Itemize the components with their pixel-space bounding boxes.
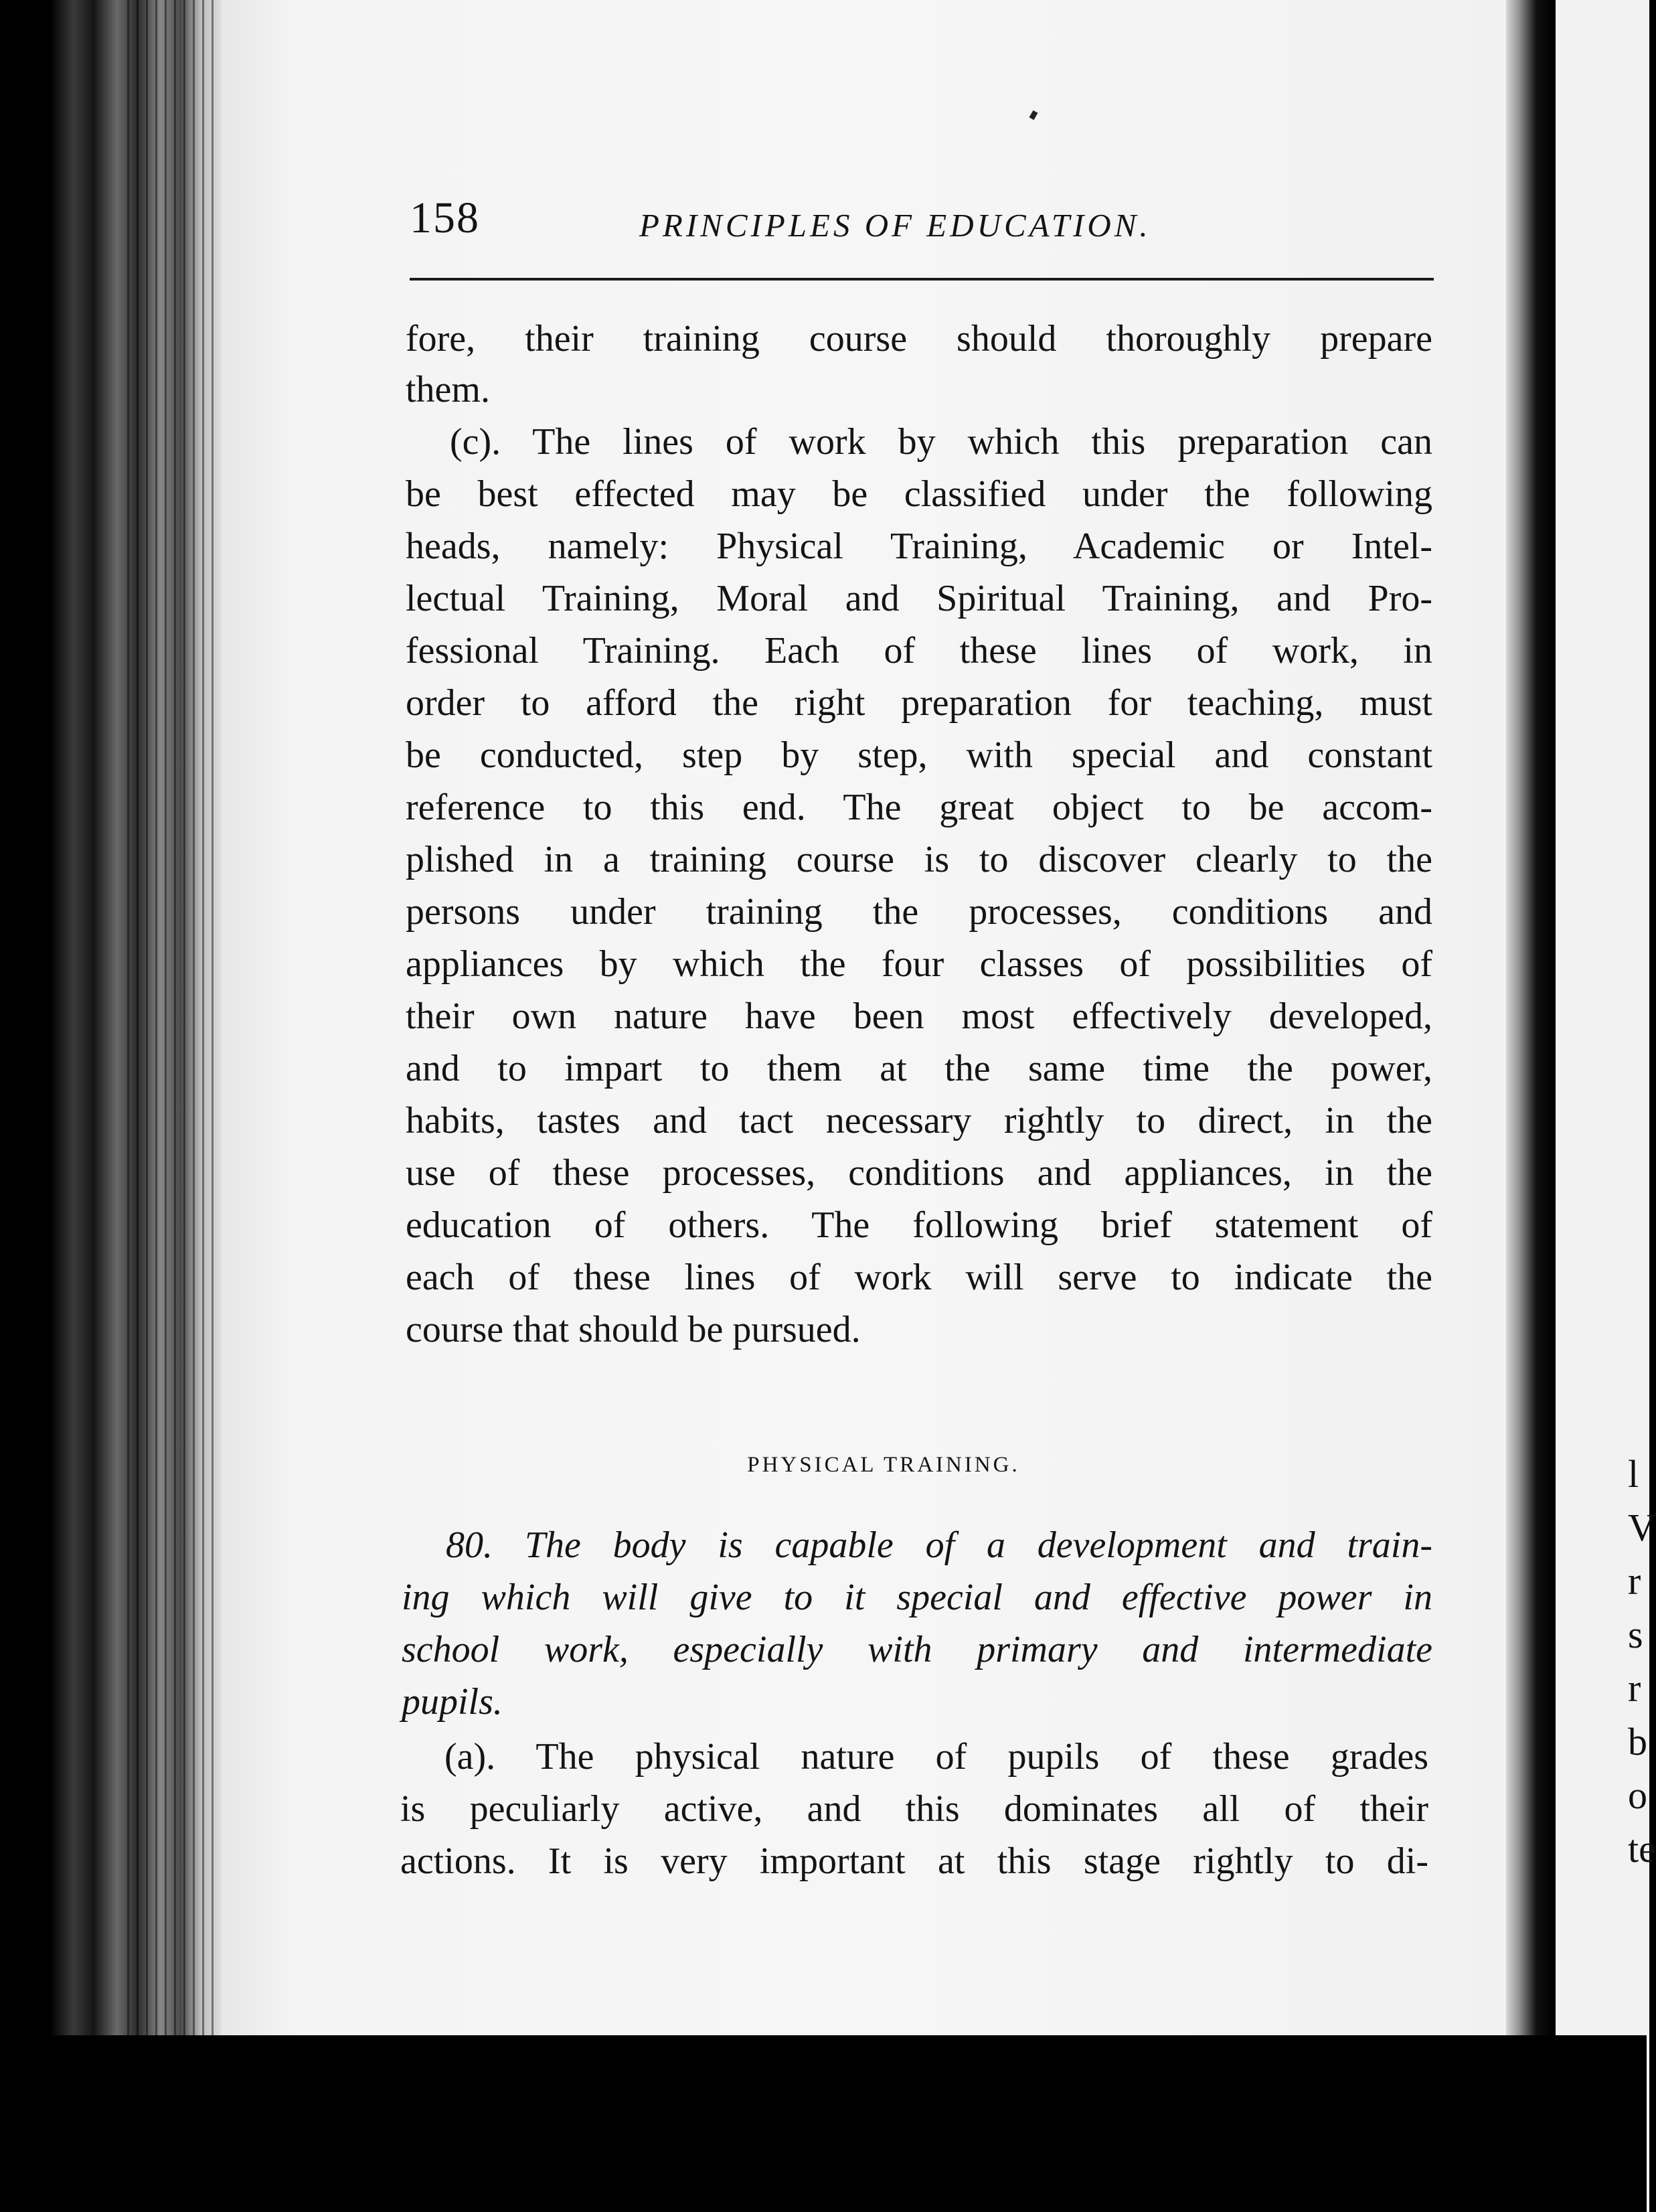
text-line: habits, tastes and tact necessary rightly to direct, in the [406, 1100, 1432, 1141]
text-line: school work, especially with primary and intermediate [402, 1629, 1432, 1670]
text-line: (a). The physical nature of pupils of these grades [444, 1736, 1428, 1778]
text-line: heads, namely: Physical Training, Academic or Intel- [406, 526, 1432, 567]
running-head: PRINCIPLES OF EDUCATION. [639, 207, 1151, 244]
text-line: pupils. [402, 1681, 503, 1723]
text-line: plished in a training course is to discover clearly to the [406, 839, 1432, 880]
text-line: education of others. The following brief statement of [406, 1204, 1432, 1246]
scan-border-bottom [0, 2035, 1647, 2212]
text-line: their own nature have been most effectively developed, [406, 996, 1432, 1037]
text-line: be best effected may be classified under the following [406, 473, 1432, 515]
next-page-letter: te [1628, 1827, 1656, 1871]
text-line: appliances by which the four classes of possibilities of [406, 943, 1432, 985]
text-line: ing which will give to it special and effective power in [402, 1577, 1432, 1618]
section-heading: PHYSICAL TRAINING. [747, 1453, 1020, 1477]
page-gutter [1506, 0, 1553, 2212]
text-line: each of these lines of work will serve to indicate the [406, 1257, 1432, 1298]
next-page-letter: b [1628, 1720, 1647, 1763]
text-line: be conducted, step by step, with special and constant [406, 734, 1432, 776]
text-line: lectual Training, Moral and Spiritual Training, and Pro- [406, 578, 1432, 619]
text-line: (c). The lines of work by which this preparation can [450, 421, 1432, 463]
text-line: fessional Training. Each of these lines of work, in [406, 630, 1432, 672]
text-line: fore, their training course should thoroughly prepare [406, 318, 1432, 360]
next-page-letter: r [1628, 1666, 1641, 1710]
next-page-letter: s [1628, 1613, 1643, 1656]
text-line: course that should be pursued. [406, 1309, 861, 1350]
next-page-letter: V [1628, 1506, 1656, 1549]
text-line: use of these processes, conditions and appliances, in the [406, 1152, 1432, 1194]
text-line: reference to this end. The great object to be accom- [406, 787, 1432, 828]
next-page-edge [1553, 0, 1656, 2212]
page-number: 158 [410, 193, 480, 242]
text-line: 80. The body is capable of a development and train- [446, 1524, 1432, 1566]
text-line: them. [406, 369, 490, 410]
text-line: persons under training the processes, conditions and [406, 891, 1432, 933]
text-line: is peculiarly active, and this dominates all of their [400, 1788, 1428, 1830]
text-line: and to impart to them at the same time the power, [406, 1048, 1432, 1089]
header-rule [410, 278, 1434, 281]
next-page-letter: l [1628, 1452, 1639, 1496]
text-line: order to afford the right preparation for teaching, must [406, 682, 1432, 724]
text-line: actions. It is very important at this stage rightly to di- [400, 1840, 1428, 1882]
next-page-letter: o [1628, 1773, 1647, 1817]
next-page-letter: r [1628, 1559, 1641, 1603]
page-edge-lines [127, 0, 228, 2212]
